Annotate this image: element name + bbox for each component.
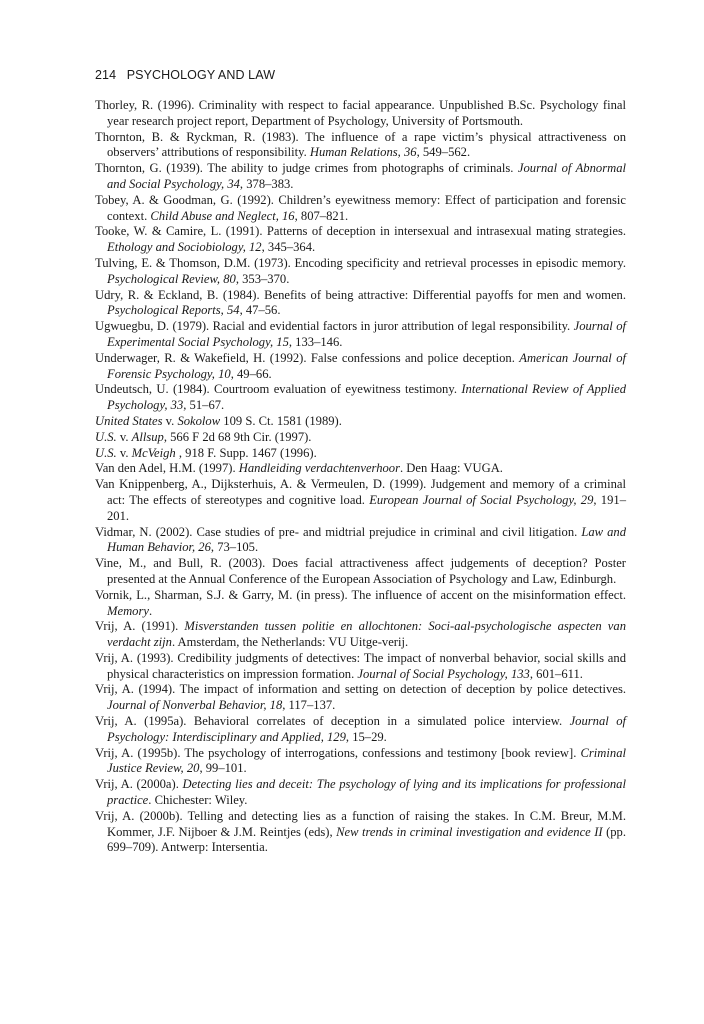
- reference-entry: Vine, M., and Bull, R. (2003). Does facial attractiveness affect judgements of deception? Poster presented at the Annual Conference of the European Association of Psychology and Law, Edinburgh.: [95, 556, 626, 586]
- reference-entry: Vornik, L., Sharman, S.J. & Garry, M. (in press). The influence of accent on the misinformation effect. Memory.: [95, 587, 626, 618]
- reference-entry: Ugwuegbu, D. (1979). Racial and evidential factors in juror attribution of legal responsibility. Journal of Experimental Social Psychology, 15, 133–146.: [95, 319, 626, 349]
- reference-entry: Vrij, A. (1994). The impact of information and setting on detection of deception by police detectives. Journal of Nonverbal Behavior, 18, 117–137.: [95, 682, 626, 713]
- reference-entry: Undeutsch, U. (1984). Courtroom evaluation of eyewitness testimony. International Review of Applied Psychology, 33, 51–67.: [95, 382, 627, 413]
- reference-entry: Van Knippenberg, A., Dijksterhuis, A. & Vermeulen, D. (1999). Judgement and memory of a criminal act: The effects of stereotypes and cognitive load. European Journal of Social Psychology, 29, 191–201.: [95, 477, 626, 523]
- page-number: 214: [95, 68, 117, 82]
- reference-entry: U.S. v. McVeigh , 918 F. Supp. 1467 (1996).: [95, 445, 317, 460]
- running-title: PSYCHOLOGY AND LAW: [126, 68, 276, 82]
- reference-entry: U.S. v. Allsup, 566 F 2d 68 9th Cir. (1997).: [95, 429, 312, 444]
- reference-entry: Vrij, A. (2000b). Telling and detecting lies as a function of raising the stakes. In C.M. Breur, M.M. Kommer, J.F. Nijboer & J.M. Reintjes (eds), New trends in criminal investigation and evidence II (pp. 699–709). Antwerp: Intersentia.: [95, 808, 627, 855]
- running-head: [95, 68, 275, 82]
- reference-entry: Vrij, A. (1995a). Behavioral correlates of deception in a simulated police interview. Journal of Psychology: Interdisciplinary and Applied, 129, 15–29.: [95, 714, 626, 744]
- reference-entry: Vrij, A. (2000a). Detecting lies and deceit: The psychology of lying and its implications for professional practice. Chichester: Wiley.: [95, 777, 626, 808]
- reference-entry: Thorley, R. (1996). Criminality with respect to facial appearance. Unpublished B.Sc. Psychology final year research project report, Department of Psychology, University of Portsmouth.: [95, 98, 626, 128]
- reference-entry: Tulving, E. & Thomson, D.M. (1973). Encoding specificity and retrieval processes in episodic memory. Psychological Review, 80, 353–370.: [95, 255, 626, 286]
- reference-entry: Van den Adel, H.M. (1997). Handleiding verdachtenverhoor. Den Haag: VUGA.: [95, 461, 503, 476]
- reference-entry: Thornton, B. & Ryckman, R. (1983). The influence of a rape victim’s physical attractiveness on observers’ attributions of responsibility. Human Relations, 36, 549–562.: [95, 129, 626, 160]
- reference-entry: Tooke, W. & Camire, L. (1991). Patterns of deception in intersexual and intrasexual mating strategies. Ethology and Sociobiology, 12, 345–364.: [95, 224, 626, 255]
- reference-entry: Vidmar, N. (2002). Case studies of pre- and midtrial prejudice in criminal and civil litigation. Law and Human Behavior, 26, 73–105.: [95, 524, 626, 555]
- reference-entry: Vrij, A. (1993). Credibility judgments of detectives: The impact of nonverbal behavior, social skills and physical characteristics on impression formation. Journal of Social Psychology, 133, 601–611.: [95, 650, 626, 681]
- reference-list: [95, 98, 626, 856]
- reference-entry: Thornton, G. (1939). The ability to judge crimes from photographs of criminals. Journal of Abnormal and Social Psychology, 34, 378–383.: [95, 161, 626, 191]
- reference-entry: Udry, R. & Eckland, B. (1984). Benefits of being attractive: Differential payoffs for men and women. Psychological Reports, 54, 47–56.: [95, 287, 626, 318]
- reference-entry: Underwager, R. & Wakefield, H. (1992). False confessions and police deception. American Journal of Forensic Psychology, 10, 49–66.: [95, 350, 626, 381]
- reference-entry: Vrij, A. (1991). Misverstanden tussen politie en allochtonen: Soci-aal-psychologische aspecten van verdacht zijn. Amsterdam, the Netherlands: VU Uitge-verij.: [95, 619, 626, 650]
- reference-entry: Vrij, A. (1995b). The psychology of interrogations, confessions and testimony [book review]. Criminal Justice Review, 20, 99–101.: [95, 745, 626, 776]
- reference-entry: United States v. Sokolow 109 S. Ct. 1581 (1989).: [95, 413, 342, 428]
- reference-entry: Tobey, A. & Goodman, G. (1992). Children’s eyewitness memory: Effect of participation and forensic context. Child Abuse and Neglect, 16, 807–821.: [95, 192, 626, 223]
